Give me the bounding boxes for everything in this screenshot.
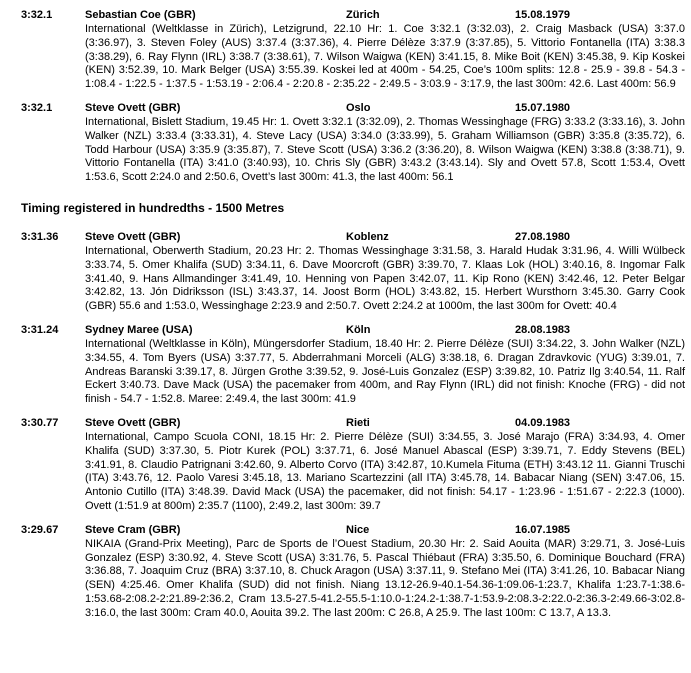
record-header — [0, 9, 691, 23]
record-time: 3:29.67 — [21, 523, 59, 536]
record-date: 04.09.1983 — [515, 416, 571, 429]
record-time: 3:32.1 — [21, 9, 53, 21]
record-date: 15.07.1980 — [515, 101, 571, 114]
record-date: 27.08.1980 — [515, 230, 571, 243]
record-coe-zurich-1979 — [0, 9, 691, 92]
record-header — [0, 231, 691, 245]
record-maree-koln-1983 — [0, 324, 691, 407]
record-date: 15.08.1979 — [515, 9, 571, 21]
record-details: International, Campo Scuola CONI, 18.15 Hr: 2. Pierre Délèze (SUI) 3:34.55, 3. José Marajo (FRA) 3:34.93, 4. Omer Khalifa (SUD) 3:37.30, 5. Piotr Kurek (POL) 3:37.71, 6. José Manuel Abascal (ESP) 3:39.71, 7. Eddy Stevens (BEL) 3:41.91, 8. Claudio Patrignani 3:42.60, 9. Alberto Corvo (ITA) 3:42.87, 10.Kumela Fituma (ETH) 3:43.12 11. Gianni Truschi (ITA) 3:43.76, 12. Paolo Varesi 3:45.18, 13. Mariano Scartezzini (all ITA) 3:45.78, 14. Babacar Niang (SEN) 3:47.06, 15. Antonio Cutillo (ITA) 3:48.39. David Mack (USA) the pacemaker, did not finish: 54.17 - 1:23.96 - 1:51.67 - 2:22.3 (1000). Ovett (1:51.9 at 800m) 2:35.7 (1100), 2:49.2, last 300m: 39.7 — [85, 430, 685, 512]
record-details: International (Weltklasse in Zürich), Letzigrund, 22.10 Hr: 1. Coe 3:32.1 (3:32.03), 2. Craig Masback (USA) 3:37.0 (3:36.97), 3. Steven Foley (AUS) 3:37.4 (3:37.36), 4. Pierre Délèze 3:37.9 (3:37.85), 5. Vittorio Fontanella (ITA) 3:38.3 (3:38.29), 6. Ray Flynn (IRL) 3:38.7 (3:38.61), 7. Wilson Waigwa (KEN) 3:41.15, 8. Mike Boit (KEN) 3:45.38, 9. Kip Koskei (KEN) 3:52.39, 10. Mark Belger (USA) 3:55.39. Koskei led at 400m - 54.25, Coe’s 100m splits: 12.8 - 25.9 - 39.8 - 54.3 - 1:08.4 - 1:22.5 - 1:37.5 - 1:53.19 - 2:06.4 - 2:20.8 - 2:35.22 - 2:49.5 - 3:03.9 - 3:17.9, the last 300m: 42.6. Last 400m: 56.9 — [85, 23, 685, 91]
record-details: International, Bislett Stadium, 19.45 Hr: 1. Ovett 3:32.1 (3:32.09), 2. Thomas Wessinghage (FRG) 3:33.2 (3:33.16), 3. John Walker (NZL) 3:33.4 (3:33.31), 4. Steve Lacy (USA) 3:34.0 (3:33.99), 5. Graham Williamson (GBR) 3:35.8 (3:35.72), 6. Todd Harbour (USA) 3:35.9 (3:35.87), 7. Steve Scott (USA) 3:36.2 (3:36.20), 8. Wilson Waigwa (KEN) 3:38.8 (3:38.71), 9. Vittorio Fontanella (ITA) 3:41.0 (3:40.93), 10. Chris Sly (GBR) 3:43.2 (3:43.14). Sly and Ovett 57.8, Scott 1:53.4, Ovett 1:53.6, Scott 2:24.0 and 2:50.6, Ovett’s last 300m: 41.3, the last 400m: 56.1 — [85, 115, 685, 184]
record-time: 3:32.1 — [21, 101, 53, 114]
record-header — [0, 102, 691, 116]
record-athlete: Sebastian Coe (GBR) — [85, 9, 196, 21]
record-header — [0, 524, 691, 538]
record-time: 3:30.77 — [21, 416, 59, 429]
record-city: Nice — [346, 523, 370, 536]
record-city: Köln — [346, 323, 371, 336]
record-athlete: Steve Ovett (GBR) — [85, 230, 181, 243]
record-city: Zürich — [346, 9, 380, 21]
record-details: International (Weltklasse in Köln), Müngersdorfer Stadium, 18.40 Hr: 2. Pierre Délèze (SUI) 3:34.22, 3. John Walker (NZL) 3:34.55, 4. Tom Byers (USA) 3:37.77, 5. Abderrahmani Morceli (ALG) 3:38.18, 6. Dragan Zdravkovic (YUG) 3:39.01, 7. Andreas Baranski 3:39.17, 8. Jürgen Grothe 3:39.52, 9. José-Luis Gonzalez (ESP) 3:39.82, 10. Patriz Ilg 3:40.54, 11. Ralf Eckert 3:40.73. Dave Mack (USA) the pacemaker from 400m, and Ray Flynn (IRL) did not finish: Knoche (FRG) - did not finish - 54.7 - 1:52.8. Maree: 2:49.4, the last 300m: 41.9 — [85, 337, 685, 406]
record-time: 3:31.24 — [21, 323, 59, 336]
record-city: Oslo — [346, 101, 371, 114]
record-athlete: Sydney Maree (USA) — [85, 323, 193, 336]
record-date: 28.08.1983 — [515, 323, 571, 336]
record-city: Rieti — [346, 416, 370, 429]
record-athlete: Steve Ovett (GBR) — [85, 101, 181, 114]
section-heading: Timing registered in hundredths - 1500 Metres — [21, 200, 285, 215]
record-time: 3:31.36 — [21, 230, 59, 243]
record-city: Koblenz — [346, 230, 389, 243]
record-header — [0, 417, 691, 431]
record-details: International, Oberwerth Stadium, 20.23 Hr: 2. Thomas Wessinghage 3:31.58, 3. Harald Hudak 3:31.96, 4. Willi Wülbeck 3:33.74, 5. Omer Khalifa (SUD) 3:34.11, 6. Dave Moorcroft (GBR) 3:39.70, 7. Klaas Lok (HOL) 3:40.16, 8. Ingomar Falk 3:41.40, 9. Hans Allmandinger 3:41.49, 10. Henning von Papen 3:42.07, 11. Kip Rono (KEN) 3:42.46, 12. Peter Belgar 3:42.82, 13. Jón Didriksson (ISL) 3:43.37, 14. Joost Borm (HOL) 3:43.82, 15. Herbert Wursthorn 3:45.30. Garry Cook (GBR) 55.6 and 1:53.0, Wessinghage 2:23.9 and 2:50.7. Ovett 2:24.2 at 1000m, the last 300m for Ovett: 40.4 — [85, 244, 685, 313]
record-ovett-oslo-1980 — [0, 102, 691, 185]
record-details: NIKAIA (Grand-Prix Meeting), Parc de Sports de l’Ouest Stadium, 20.30 Hr: 2. Said Aouita (MAR) 3:29.71, 3. José-Luis Gonzalez (ESP) 3:30.92, 4. Steve Scott (USA) 3:31.76, 5. Pascal Thiébaut (FRA) 3:35.50, 6. Dominique Bouchard (FRA) 3:36.88, 7. Joaquim Cruz (BRA) 3:37.10, 8. Chuck Aragon (USA) 3:37.11, 9. Stefano Mei (ITA) 3:41.26, 10. Babacar Niang (SEN) 4:25.46. Omer Khalifa (SUD) did not finish. Niang 13.12-26.9-40.1-54.36-1:09.06-1:23.7, Khalifa 1:23.7-1:38.6-1:53.68-2:08.2-2:21.89-2:36.2, Cram 13.5-27.5-41.2-55.5-1:10.0-1:24.2-1:38.7-1:53.9-2:08.3-2:22.0-2:36.3-2:49.66-3:02.8-3:16.0, the last 300m: Cram 40.0, Aouita 39.2. The last 200m: C 26.8, A 25.9. The last 100m: C 13.7, A 13.3. — [85, 537, 685, 619]
record-cram-nice-1985 — [0, 524, 691, 621]
record-ovett-rieti-1983 — [0, 417, 691, 514]
record-date: 16.07.1985 — [515, 523, 571, 536]
record-athlete: Steve Ovett (GBR) — [85, 416, 181, 429]
record-athlete: Steve Cram (GBR) — [85, 523, 181, 536]
record-header — [0, 324, 691, 338]
record-ovett-koblenz-1980 — [0, 231, 691, 314]
